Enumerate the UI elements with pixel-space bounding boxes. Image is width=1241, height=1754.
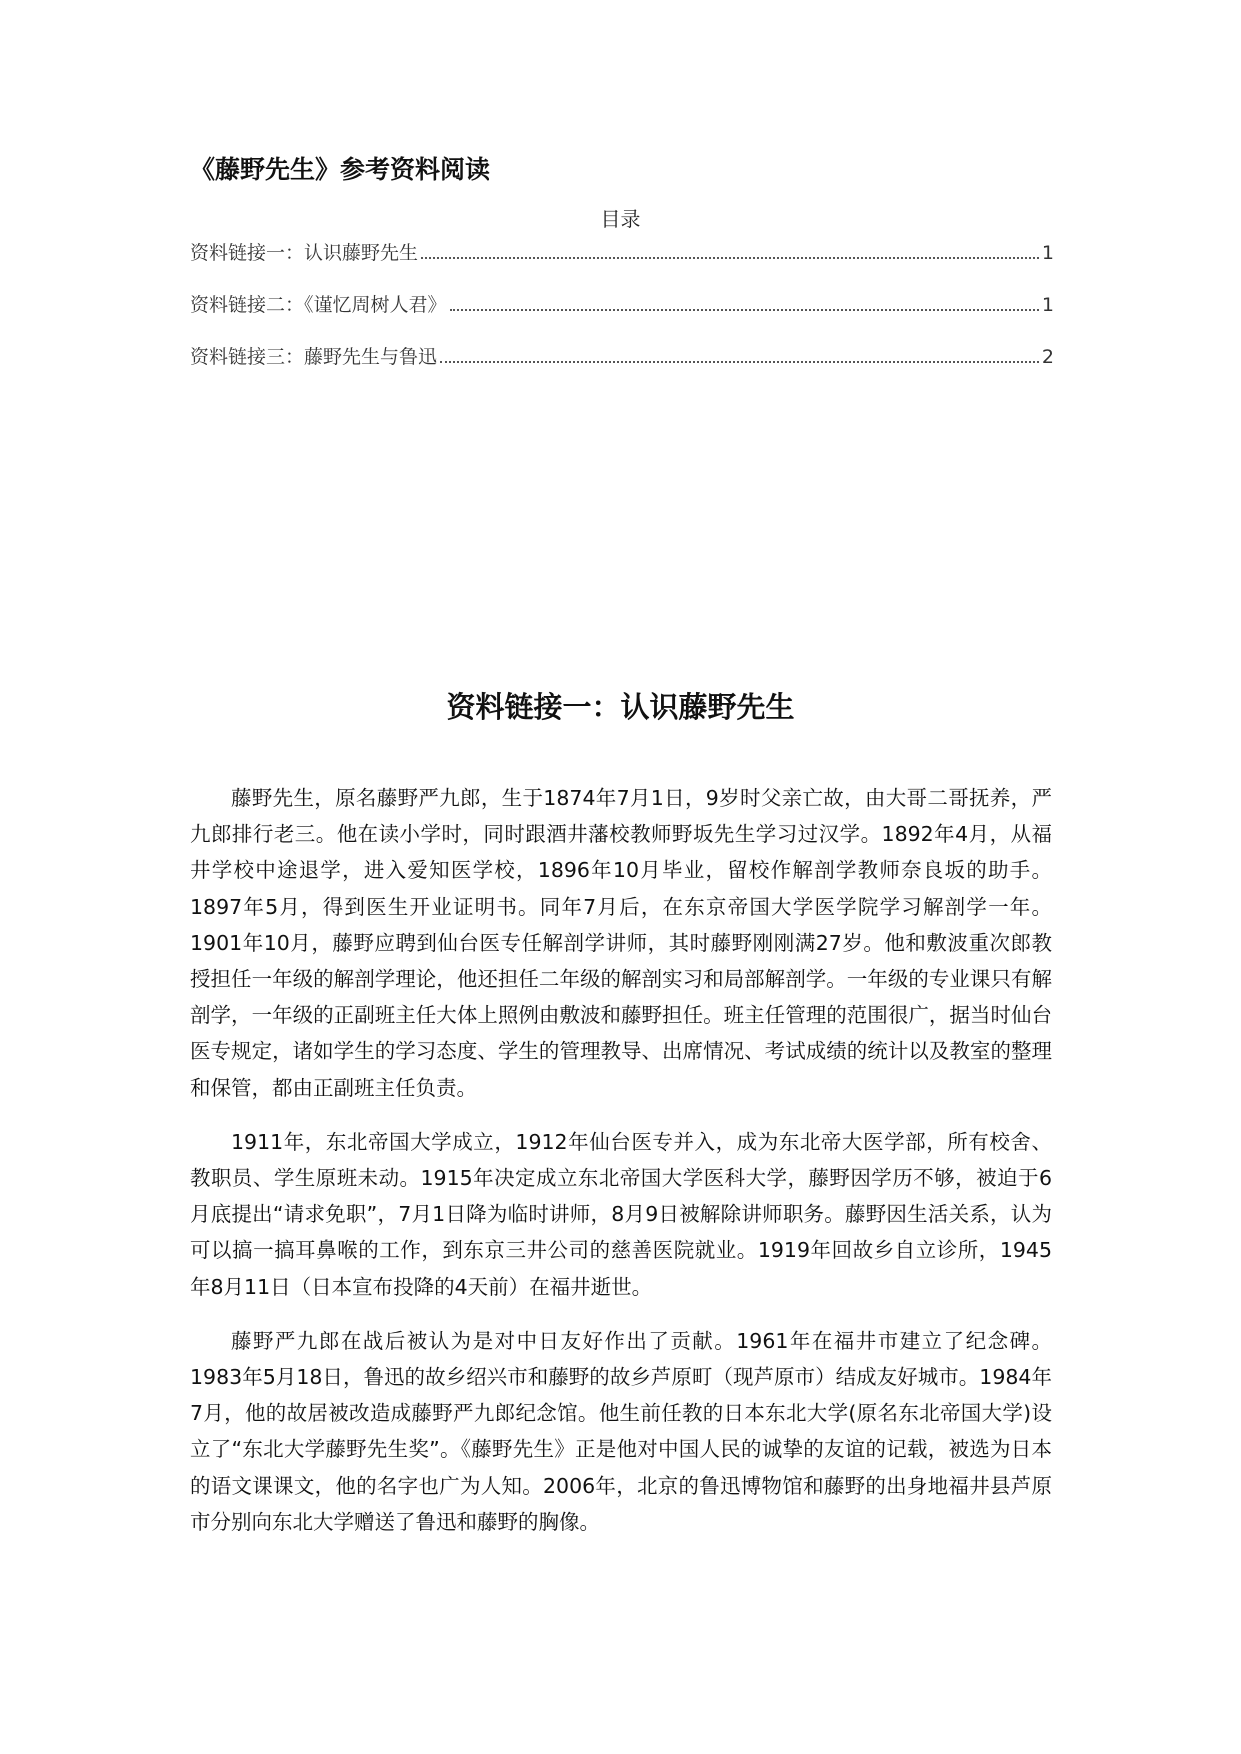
- section-heading: 资料链接一：认识藤野先生: [446, 690, 795, 724]
- toc-dot-leader: [450, 308, 1039, 311]
- toc-heading: 目录: [600, 207, 641, 231]
- toc-dot-leader: [440, 360, 1039, 363]
- toc-entry-page: 1: [1041, 294, 1054, 316]
- toc-entry-label: 资料链接二：《谨忆周树人君》: [190, 294, 447, 316]
- toc-entry-label: 资料链接一：认识藤野先生: [190, 242, 419, 264]
- toc-entry-page: 1: [1041, 242, 1054, 264]
- toc-entry-label: 资料链接三：藤野先生与鲁迅: [190, 346, 438, 368]
- toc-entry[interactable]: [190, 342, 1054, 394]
- body-paragraph: 藤野先生，原名藤野严九郎，生于1874年7月1日，9岁时父亲亡故，由大哥二哥抚养，严九郎排行老三。他在读小学时，同时跟酒井藩校教师野坂先生学习过汉学。1892年4月，从福井学校中途退学，进入爱知医学校，1896年10月毕业，留校作解剖学教师奈良坂的助手。1897年5月，得到医生开业证明书。同年7月后，在东京帝国大学医学院学习解剖学一年。1901年10月，藤野应聘到仙台医专任解剖学讲师，其时藤野刚刚满27岁。他和敷波重次郎教授担任一年级的解剖学理论，他还担任二年级的解剖实习和局部解剖学。一年级的专业课只有解剖学，一年级的正副班主任大体上照例由敷波和藤野担任。班主任管理的范围很广，据当时仙台医专规定，诸如学生的学习态度、学生的管理教导、出席情况、考试成绩的统计以及教室的整理和保管，都由正副班主任负责。: [190, 786, 1052, 1100]
- toc-dot-leader: [421, 256, 1039, 259]
- section-body: [190, 780, 1052, 1558]
- page-title: 《藤野先生》参考资料阅读: [190, 155, 491, 184]
- toc-entry[interactable]: [190, 290, 1054, 342]
- table-of-contents: [190, 238, 1054, 394]
- toc-entry-page: 2: [1041, 346, 1054, 368]
- body-paragraph: 1911年，东北帝国大学成立，1912年仙台医专并入，成为东北帝大医学部，所有校舍、教职员、学生原班未动。1915年决定成立东北帝国大学医科大学，藤野因学历不够，被迫于6月底提出“请求免职”，7月1日降为临时讲师，8月9日被解除讲师职务。藤野因生活关系，认为可以搞一搞耳鼻喉的工作，到东京三井公司的慈善医院就业。1919年回故乡自立诊所，1945年8月11日（日本宣布投降的4天前）在福井逝世。: [190, 1129, 1052, 1299]
- body-paragraph: 藤野严九郎在战后被认为是对中日友好作出了贡献。1961年在福井市建立了纪念碑。1983年5月18日，鲁迅的故乡绍兴市和藤野的故乡芦原町（现芦原市）结成友好城市。1984年7月，他的故居被改造成藤野严九郎纪念馆。他生前任教的日本东北大学(原名东北帝国大学)设立了“东北大学藤野先生奖”。《藤野先生》正是他对中国人民的诚挚的友谊的记载，被选为日本的语文课课文，他的名字也广为人知。2006年，北京的鲁迅博物馆和藤野的出身地福井县芦原市分别向东北大学赠送了鲁迅和藤野的胸像。: [190, 1328, 1052, 1534]
- toc-entry[interactable]: [190, 238, 1054, 290]
